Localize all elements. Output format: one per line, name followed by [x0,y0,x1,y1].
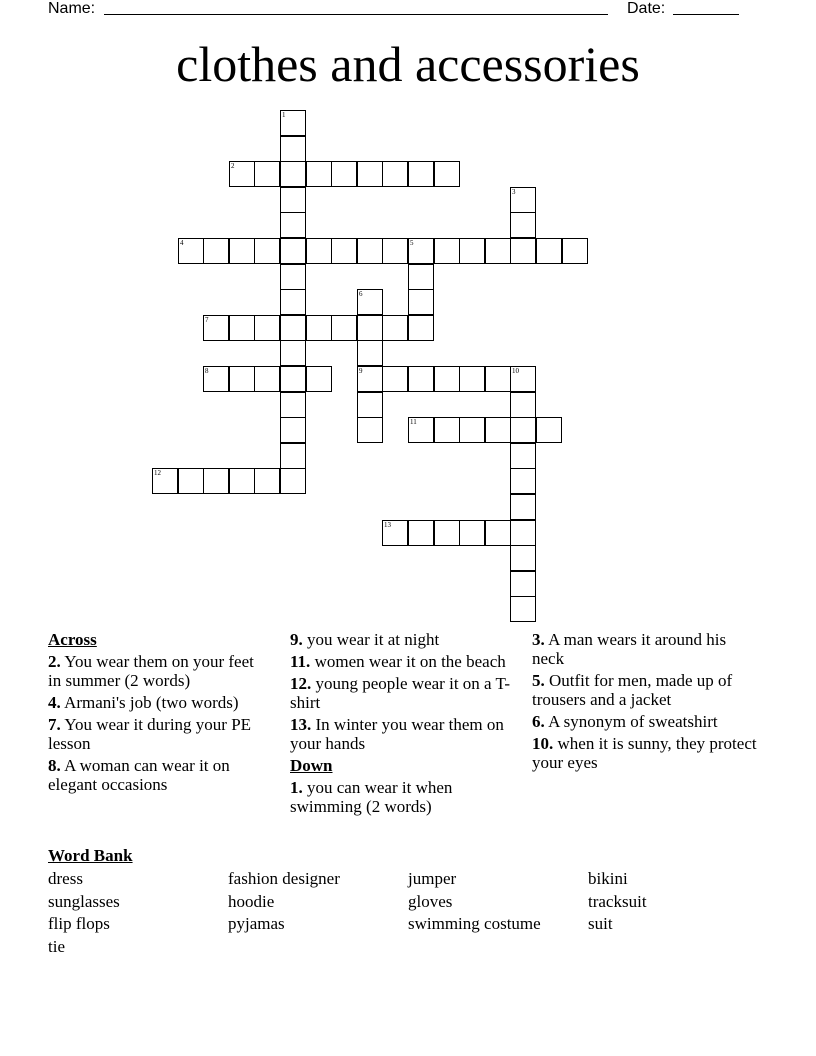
crossword-cell[interactable] [331,315,357,341]
crossword-cell[interactable] [510,187,536,213]
crossword-cell[interactable] [203,366,229,392]
crossword-cell[interactable] [357,289,383,315]
crossword-cell[interactable] [229,315,255,341]
crossword-cell[interactable] [178,238,204,264]
clue-across-7: 7. You wear it during your PE lesson [48,715,252,753]
crossword-cell[interactable] [408,161,434,187]
clue-across-8: 8. A woman can wear it on elegant occasions [48,756,230,794]
crossword-cell[interactable] [254,161,280,187]
clue-number: 3 [512,188,516,196]
date-label: Date: [627,0,666,17]
crossword-cell[interactable] [254,366,280,392]
clue-number: 11 [410,418,417,426]
crossword-cell[interactable] [408,289,434,315]
crossword-cell[interactable] [459,417,485,443]
crossword-cell[interactable] [306,366,332,392]
crossword-cell[interactable] [306,238,332,264]
word-bank-item: bikini [588,869,628,888]
crossword-cell[interactable] [203,468,229,494]
crossword-cell[interactable] [229,366,255,392]
crossword-cell[interactable] [280,417,306,443]
crossword-cell[interactable] [229,161,255,187]
clue-number: 9 [359,367,363,375]
clue-number: 8 [205,367,209,375]
crossword-cell[interactable] [280,136,306,162]
crossword-cell[interactable] [331,161,357,187]
crossword-cell[interactable] [357,238,383,264]
crossword-cell[interactable] [229,468,255,494]
crossword-cell[interactable] [280,289,306,315]
clue-number: 13 [384,521,391,529]
crossword-cell[interactable] [382,315,408,341]
clue-across-13: 13. In winter you wear them on your hands [290,715,504,753]
word-bank-item: fashion designer [228,869,340,888]
page-title: clothes and accessories [176,36,640,92]
clues-column-2 [290,630,515,819]
crossword-cell[interactable] [434,417,460,443]
clue-number: 4 [180,239,184,247]
clues-column-1 [48,630,268,797]
crossword-cell[interactable] [203,315,229,341]
crossword-cell[interactable] [408,366,434,392]
crossword-cell[interactable] [280,212,306,238]
crossword-cell[interactable] [408,315,434,341]
crossword-cell[interactable] [178,468,204,494]
crossword-cell[interactable] [510,520,536,546]
crossword-cell[interactable] [280,264,306,290]
crossword-cell[interactable] [408,238,434,264]
crossword-cell[interactable] [382,366,408,392]
crossword-cell[interactable] [280,110,306,136]
crossword-cell[interactable] [331,238,357,264]
crossword-cell[interactable] [382,161,408,187]
crossword-cell[interactable] [357,315,383,341]
crossword-cell[interactable] [203,238,229,264]
clue-down-1: 1. you can wear it when swimming (2 words) [290,778,453,816]
crossword-cell[interactable] [510,238,536,264]
crossword-cell[interactable] [357,340,383,366]
clue-across-11: 11. women wear it on the beach [290,652,506,671]
crossword-cell[interactable] [280,468,306,494]
crossword-cell[interactable] [306,161,332,187]
clue-down-10: 10. when it is sunny, they protect your eyes [532,734,757,772]
crossword-cell[interactable] [562,238,588,264]
word-bank-item: tie [48,937,65,956]
word-bank-item: sunglasses [48,892,120,911]
crossword-cell[interactable] [280,443,306,469]
clue-number: 12 [154,469,161,477]
crossword-cell[interactable] [459,520,485,546]
name-label: Name: [48,0,96,17]
word-bank-item: flip flops [48,914,110,933]
word-bank-item: swimming costume [408,914,541,933]
crossword-cell[interactable] [408,417,434,443]
crossword-cell[interactable] [510,443,536,469]
word-bank-item: pyjamas [228,914,285,933]
word-bank-heading: Word Bank [48,846,133,865]
crossword-cell[interactable] [485,520,511,546]
crossword-cell[interactable] [434,520,460,546]
clue-number: 7 [205,316,209,324]
crossword-cell[interactable] [306,315,332,341]
clue-across-2: 2. You wear them on your feet in summer (2 words) [48,652,254,690]
clue-number: 5 [410,239,414,247]
clue-number: 6 [359,290,363,298]
clue-down-5: 5. Outfit for men, made up of trousers and a jacket [532,671,733,709]
crossword-cell[interactable] [459,238,485,264]
crossword-cell[interactable] [280,315,306,341]
crossword-cell[interactable] [510,366,536,392]
crossword-cell[interactable] [510,545,536,571]
crossword-cell[interactable] [510,392,536,418]
crossword-cell[interactable] [357,366,383,392]
crossword-cell[interactable] [510,571,536,597]
crossword-cell[interactable] [485,238,511,264]
crossword-cell[interactable] [280,161,306,187]
crossword-cell[interactable] [434,238,460,264]
crossword-cell[interactable] [536,238,562,264]
clues-column-3 [532,630,757,775]
crossword-cell[interactable] [280,366,306,392]
crossword-cell[interactable] [459,366,485,392]
word-bank-item: suit [588,914,613,933]
crossword-cell[interactable] [254,468,280,494]
crossword-cell[interactable] [152,468,178,494]
word-bank-item: hoodie [228,892,275,911]
down-heading: Down [290,756,333,775]
crossword-cell[interactable] [510,596,536,622]
word-bank-item: jumper [408,869,457,888]
clue-down-3: 3. A man wears it around his neck [532,630,727,668]
crossword-cell[interactable] [510,494,536,520]
across-heading: Across [48,630,97,649]
crossword-cell[interactable] [510,212,536,238]
crossword-cell[interactable] [280,238,306,264]
crossword-cell[interactable] [254,315,280,341]
crossword-cell[interactable] [536,417,562,443]
word-bank-item: dress [48,869,83,888]
clue-across-4: 4. Armani's job (two words) [48,693,239,712]
crossword-cell[interactable] [510,417,536,443]
crossword-cell[interactable] [357,161,383,187]
crossword-cell[interactable] [408,520,434,546]
crossword-cell[interactable] [485,417,511,443]
clue-number: 1 [282,111,286,119]
crossword-cell[interactable] [280,392,306,418]
crossword-cell[interactable] [485,366,511,392]
clue-down-6: 6. A synonym of sweatshirt [532,712,718,731]
crossword-cell[interactable] [408,264,434,290]
word-bank-item: tracksuit [588,892,647,911]
clue-across-12: 12. young people wear it on a T-shirt [290,674,511,712]
crossword-cell[interactable] [357,417,383,443]
crossword-cell[interactable] [510,468,536,494]
crossword-cell[interactable] [280,187,306,213]
crossword-cell[interactable] [382,238,408,264]
crossword-cell[interactable] [434,161,460,187]
crossword-cell[interactable] [254,238,280,264]
crossword-cell[interactable] [280,340,306,366]
word-bank-item: gloves [408,892,453,911]
clue-number: 2 [231,162,235,170]
crossword-cell[interactable] [382,520,408,546]
crossword-cell[interactable] [229,238,255,264]
crossword-cell[interactable] [434,366,460,392]
clue-number: 10 [512,367,519,375]
clue-across-9: 9. you wear it at night [290,630,440,649]
crossword-cell[interactable] [357,392,383,418]
